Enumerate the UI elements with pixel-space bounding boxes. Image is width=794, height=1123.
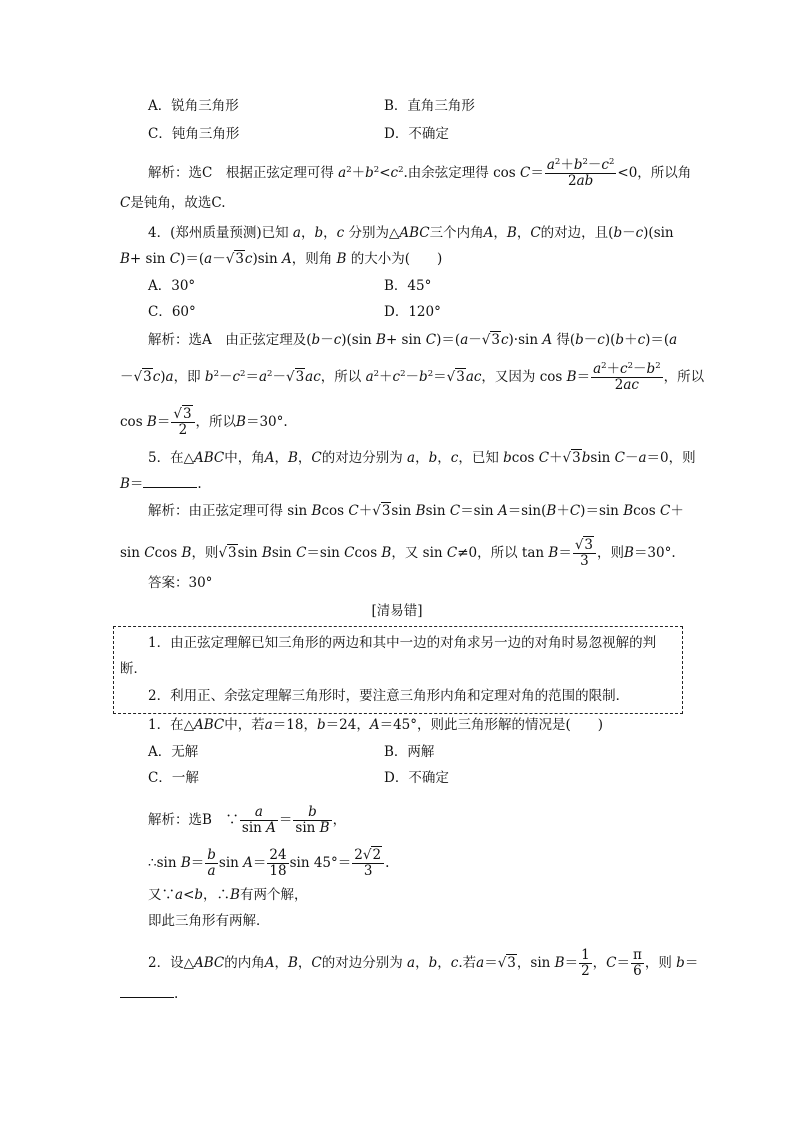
q4-option-d: D．120°: [384, 304, 441, 320]
q5-stem-line2: B＝ .: [120, 476, 202, 492]
q3-option-c: C．钝角三角形: [148, 126, 240, 142]
q4-solution-line3: cos B＝ $\frac{√3}{2}$ ，所以B＝30°.: [120, 406, 288, 438]
e2-answer-blank: [120, 985, 174, 998]
q3-option-a: A．锐角三角形: [148, 98, 239, 114]
q5-solution-line1: 解析：由正弦定理可得 sin Bcos C＋√3sin Bsin C＝sin A＝sin(B＋C)＝sin Bcos C＋: [148, 503, 684, 519]
q3-option-d: D．不确定: [384, 126, 449, 142]
e1-option-b: B．两解: [384, 744, 435, 760]
section-title: [清易错]: [371, 603, 423, 619]
q4-solution-line2: －√3c)a，即 $b^2-c^2=a^2-√3ac$，所以 $a^2+c^2-b^2=√3ac$，又因为 cos B＝ $\frac{a^2+c^2-b^2}{2ac}$ ，所以: [120, 361, 705, 393]
q3-solution-line1: 解析：选C 根据正弦定理可得 $a^2+b^2<c^2$.由余弦定理得 cos C＝ $\frac{a^2+b^2-c^2}{2ab}$ <0，所以角: [148, 157, 692, 189]
tip-item-1-line1: 1．由正弦定理解已知三角形的两边和其中一边的对角求另一边的对角时易忽视解的判: [148, 635, 657, 651]
q3-option-b: B．直角三角形: [384, 98, 475, 114]
e1-option-a: A．无解: [148, 744, 199, 760]
tip-item-2: 2．利用正、余弦定理解三角形时，要注意三角形内角和定理对角的范围的限制．: [148, 688, 630, 704]
e2-stem-line1: 2．设△ABC的内角A，B，C的对边分别为 a，b，c.若a＝√3，sin B＝ $\frac{1}{2}$ ，C＝ $\frac{\pi}{6}$ ，则 b＝: [148, 947, 699, 979]
q5-answer-blank: [143, 475, 197, 488]
q4-option-c: C．60°: [148, 304, 196, 320]
e1-solution-line2: ∴sin B＝ $\frac{b}{a}$ sin A＝ $\frac{24}{18}$ sin 45°＝ $\frac{2√2}{3}$ .: [148, 847, 390, 879]
q5-answer: 答案：30°: [148, 575, 213, 591]
q5-solution-line2: sin Ccos B，则√3sin Bsin C＝sin Ccos B，又 sin C≠0，所以 tan B＝ $\frac{√3}{3}$ ，则B＝30°.: [120, 537, 676, 569]
q4-sqrt3-over-2: $\frac{√3}{2}$: [171, 407, 194, 438]
e1-stem: 1．在△ABC中，若a＝18，b＝24，A＝45°，则此三角形解的情况是( ): [148, 717, 604, 733]
q5-sqrt3-over-3: $\frac{√3}{3}$: [573, 538, 596, 569]
q3-cos-fraction: $\frac{a^2+b^2-c^2}{2ab}$: [546, 157, 615, 189]
q3-solution-line2: C是钝角，故选C.: [120, 195, 226, 211]
e1-solution-line4: 即此三角形有两解．: [148, 913, 270, 929]
e2-stem-line2: .: [120, 984, 178, 1004]
q4-cos-fraction: $\frac{a^2+c^2-b^2}{2ac}$: [593, 361, 661, 393]
q4-solution-line1: 解析：选A 由正弦定理及(b－c)(sin B+ sin C)＝(a－√3c)·sin A 得(b－c)(b＋c)＝(a: [148, 332, 678, 348]
e1-option-c: C．一解: [148, 770, 199, 786]
q4-stem-line2: B+ sin C)＝(a－√3c)sin A，则角 B 的大小为( ): [120, 251, 443, 267]
q5-stem-line1: 5．在△ABC中，角A，B，C的对边分别为 a，b，c，已知 bcos C＋√3bsin C－a＝0，则: [148, 450, 696, 466]
tip-item-1-line2: 断．: [120, 661, 147, 677]
q4-stem-line1: 4．(郑州质量预测)已知 a，b，c 分别为△ABC三个内角A，B，C的对边，且(b－c)(sin: [148, 225, 674, 241]
e1-solution-line1: 解析：选B ∵ $\frac{a}{\text{sin A}}$ ＝ $\frac{b}{\text{sin B}}$ ，: [148, 804, 347, 836]
e1-solution-line3: 又∵a<b，∴B有两个解，: [148, 887, 308, 903]
e1-option-d: D．不确定: [384, 770, 449, 786]
q4-option-b: B．45°: [384, 278, 432, 294]
q4-option-a: A．30°: [148, 278, 196, 294]
